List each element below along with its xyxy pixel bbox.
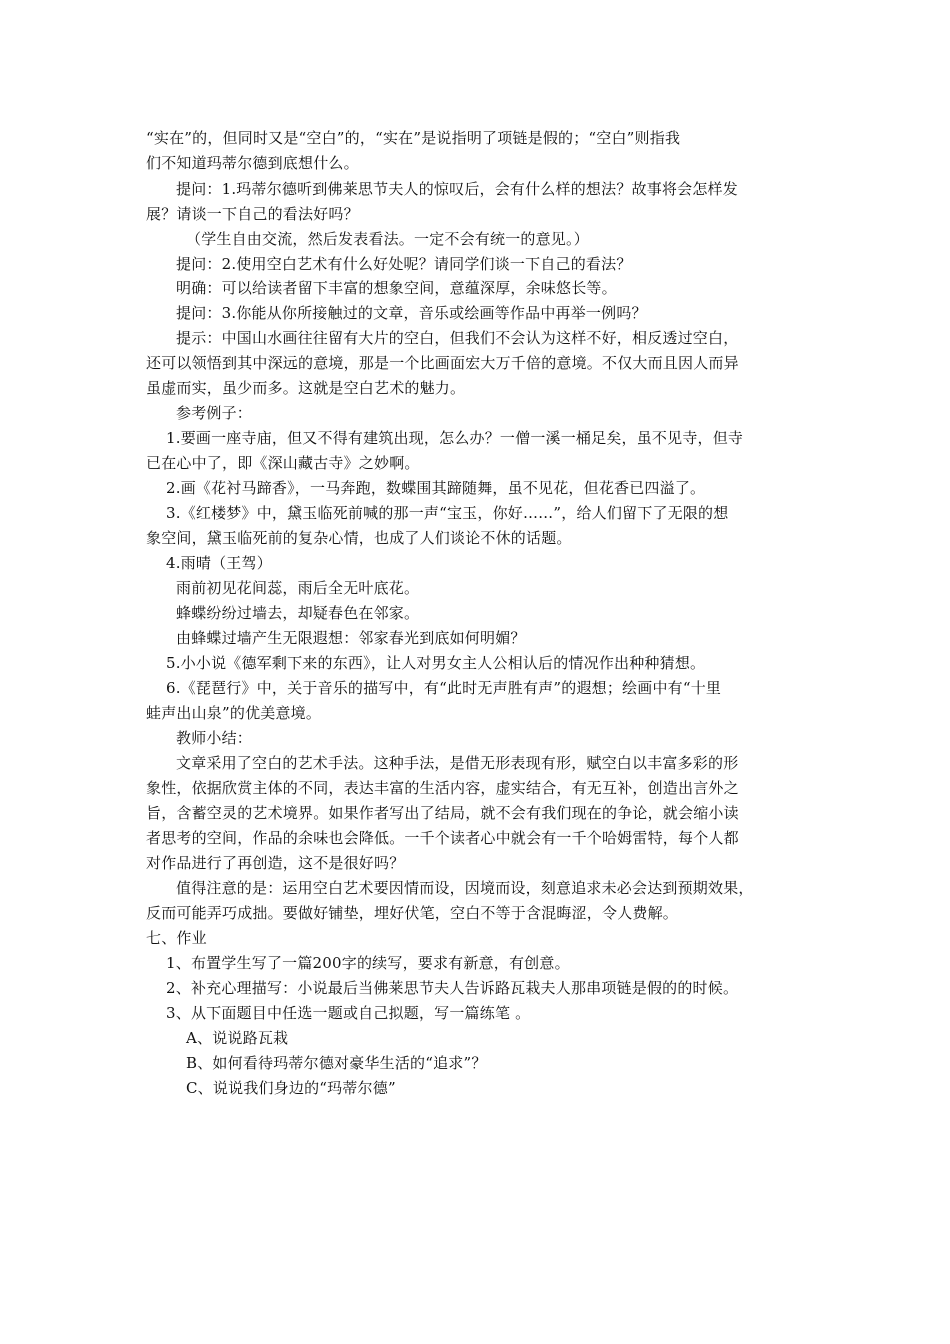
text-line: 象性，依据欣赏主体的不同，表达丰富的生活内容，虚实结合，有无互补，创造出言外之 (146, 779, 739, 797)
text-line: “实在”的，但同时又是“空白”的，“实在”是说指明了项链是假的；“空白”则指我 (146, 129, 681, 147)
text-line: 2.画《花衬马蹄香》，一马奔跑，数蝶围其蹄随舞，虽不见花，但花香已四溢了。 (166, 479, 706, 497)
text-line: 提示：中国山水画往往留有大片的空白，但我们不会认为这样不好，相反透过空白， (176, 329, 739, 347)
text-line: C、说说我们身边的“玛蒂尔德” (186, 1079, 396, 1097)
text-line: 6.《琵琶行》中，关于音乐的描写中，有“此时无声胜有声”的遐想；绘画中有“十里 (166, 679, 722, 697)
text-line: 3、从下面题目中任选一题或自己拟题，写一篇练笔 。 (166, 1004, 531, 1022)
text-line: （学生自由交流，然后发表看法。一定不会有统一的意见。） (186, 230, 589, 248)
text-line: 明确：可以给读者留下丰富的想象空间，意蕴深厚，余味悠长等。 (176, 279, 617, 297)
text-line: 提问：1.玛蒂尔德听到佛莱思节夫人的惊叹后，会有什么样的想法？故事将会怎样发 (176, 180, 738, 198)
text-line: 蜂蝶纷纷过墙去，却疑春色在邻家。 (176, 604, 420, 622)
text-line: 2、补充心理描写：小说最后当佛莱思节夫人告诉路瓦栽夫人那串项链是假的的时候。 (166, 979, 739, 997)
text-line: 展？请谈一下自己的看法好吗？ (146, 205, 359, 223)
text-line: 对作品进行了再创造，这不是很好吗？ (146, 854, 405, 872)
text-line: 参考例子： (176, 404, 253, 422)
text-line: 1.要画一座寺庙，但又不得有建筑出现，怎么办？一僧一溪一桶足矣，虽不见寺，但寺 (166, 429, 744, 447)
text-line: 5.小小说《德军剩下来的东西》，让人对男女主人公相认后的情况作出种种猜想。 (166, 654, 706, 672)
text-line: 由蜂蝶过墙产生无限遐想：邻家春光到底如何明媚？ (176, 629, 526, 647)
text-line: A、说说路瓦栽 (186, 1029, 289, 1047)
text-line: 4.雨晴（王驾） (166, 554, 272, 572)
text-line: 文章采用了空白的艺术手法。这种手法，是借无形表现有形，赋空白以丰富多彩的形 (176, 754, 739, 772)
text-line: 3.《红楼梦》中，黛玉临死前喊的那一声“宝玉，你好……”，给人们留下了无限的想 (166, 504, 729, 522)
text-line: 还可以领悟到其中深远的意境，那是一个比画面宏大万千倍的意境。不仅大而且因人而异 (146, 354, 739, 372)
text-line: 蛙声出山泉”的优美意境。 (146, 704, 322, 722)
text-line: 们不知道玛蒂尔德到底想什么。 (146, 154, 359, 172)
text-line: 雨前初见花间蕊，雨后全无叶底花。 (176, 579, 420, 597)
text-line: 1、布置学生写了一篇200字的续写，要求有新意，有创意。 (166, 954, 570, 972)
text-line: 值得注意的是：运用空白艺术要因情而设，因境而设，刻意追求未必会达到预期效果， (176, 879, 754, 897)
section-heading: 七、作业 (146, 929, 207, 947)
text-line: 教师小结： (176, 729, 253, 747)
text-line: 旨，含蓄空灵的艺术境界。如果作者写出了结局，就不会有我们现在的争论，就会缩小读 (146, 804, 739, 822)
text-line: 者思考的空间，作品的余味也会降低。一千个读者心中就会有一千个哈姆雷特，每个人都 (146, 829, 739, 847)
text-line: 已在心中了，即《深山藏古寺》之妙啊。 (146, 454, 420, 472)
text-line: 反而可能弄巧成拙。要做好铺垫，埋好伏笔，空白不等于含混晦涩，令人费解。 (146, 904, 679, 922)
text-line: 提问：3.你能从你所接触过的文章，音乐或绘画等作品中再举一例吗？ (176, 304, 647, 322)
text-line: 提问：2.使用空白艺术有什么好处呢？请同学们谈一下自己的看法？ (176, 255, 632, 273)
text-line: B、如何看待玛蒂尔德对豪华生活的“追求”？ (186, 1054, 487, 1072)
text-line: 虽虚而实，虽少而多。这就是空白艺术的魅力。 (146, 379, 466, 397)
text-line: 象空间，黛玉临死前的复杂心情，也成了人们谈论不休的话题。 (146, 529, 572, 547)
